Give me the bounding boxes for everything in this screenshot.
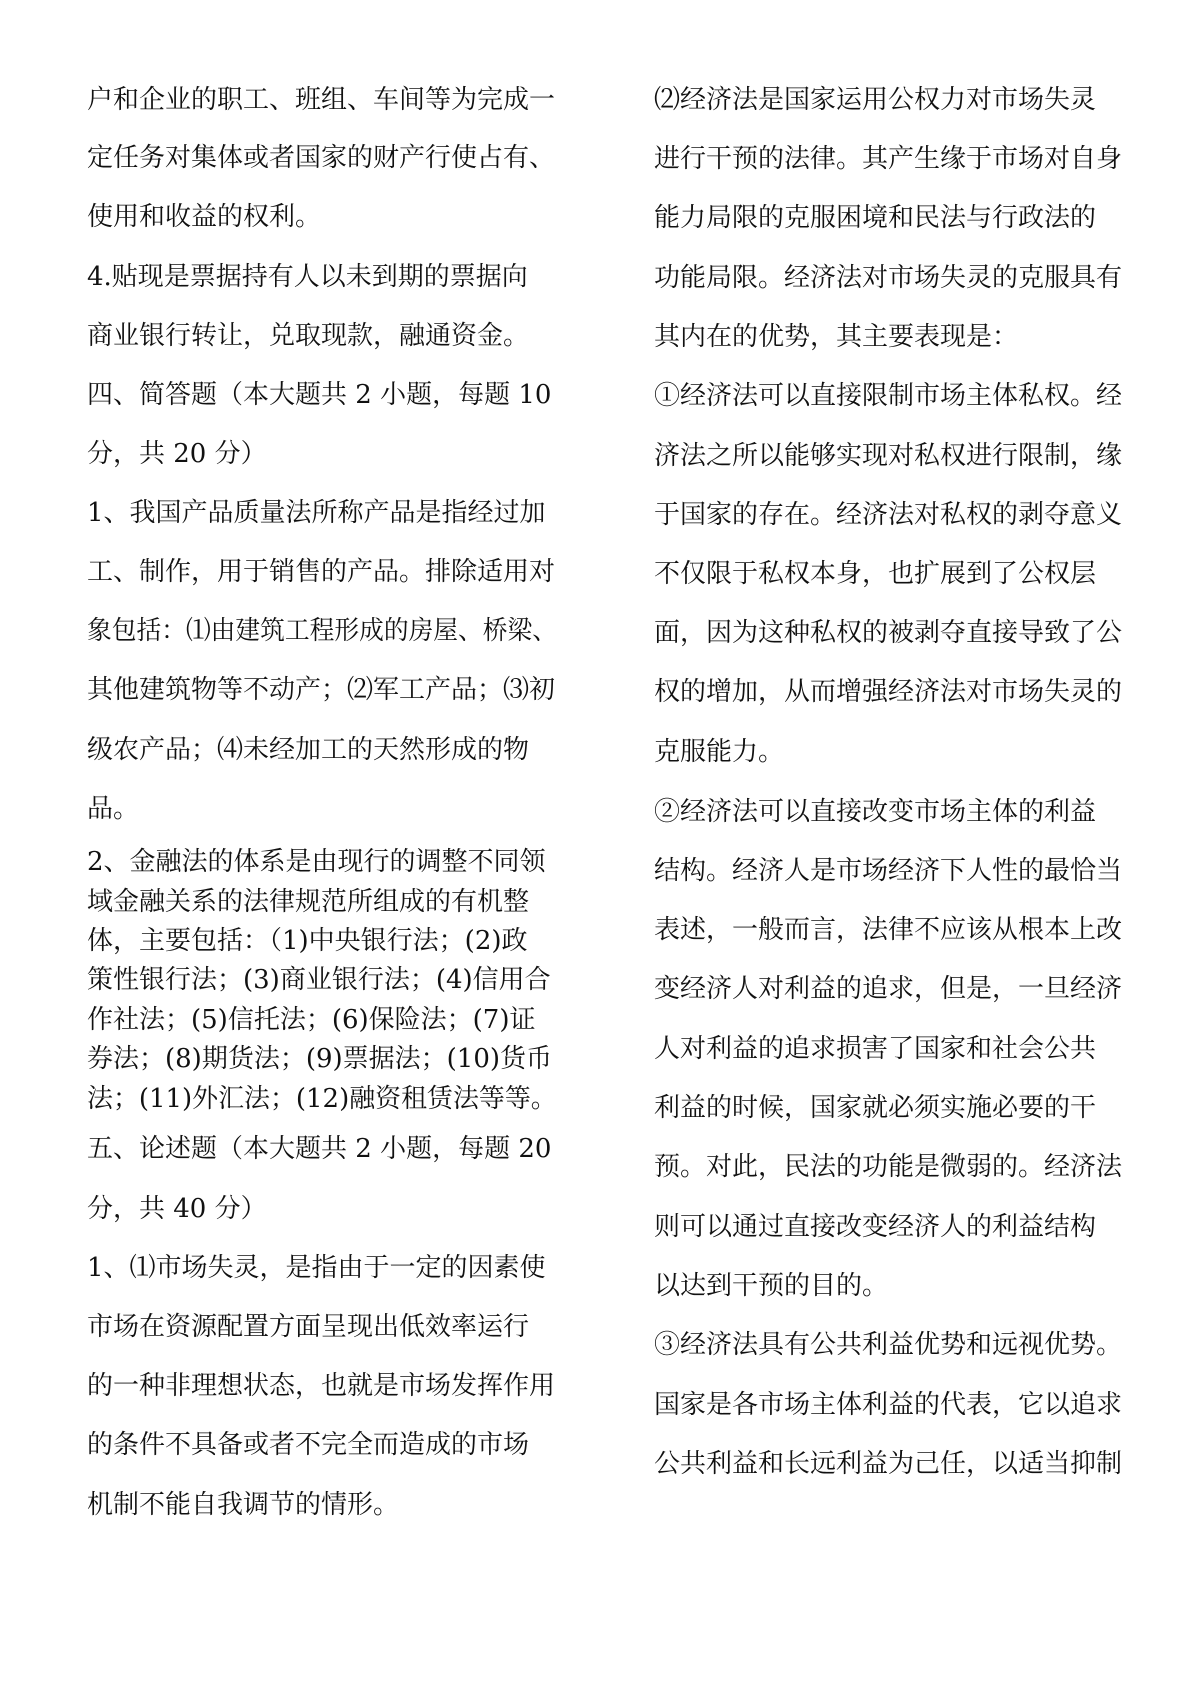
text-line: 市场在资源配置方面呈现出低效率运行: [87, 1312, 530, 1342]
text-line: ⑵经济法是国家运用公权力对市场失灵: [654, 85, 1097, 115]
text-line: 功能局限。经济法对市场失灵的克服具有: [654, 263, 1123, 293]
text-line: 的条件不具备或者不完全而造成的市场: [87, 1430, 530, 1460]
text-line: 券法；(8)期货法；(9)票据法；(10)货币: [87, 1044, 553, 1074]
text-line: 五、论述题（本大题共 2 小题，每题 20: [87, 1134, 552, 1164]
text-line: ①经济法可以直接限制市场主体私权。经: [654, 381, 1123, 411]
text-line: 以达到干预的目的。: [654, 1271, 889, 1301]
text-line: 能力局限的克服困境和民法与行政法的: [654, 203, 1097, 233]
text-line: 四、简答题（本大题共 2 小题，每题 10: [87, 380, 552, 410]
text-line: 1、⑴市场失灵，是指由于一定的因素使: [87, 1253, 546, 1283]
text-line: 表述，一般而言，法律不应该从根本上改: [654, 915, 1123, 945]
text-line: 变经济人对利益的追求，但是，一旦经济: [654, 974, 1123, 1004]
text-line: 权的增加，从而增强经济法对市场失灵的: [654, 677, 1123, 707]
text-line: 体，主要包括：（1)中央银行法；(2)政: [87, 926, 528, 956]
text-line: 分，共 40 分）: [87, 1194, 267, 1224]
text-line: 面，因为这种私权的被剥夺直接导致了公: [654, 618, 1123, 648]
text-line: 公共利益和长远利益为己任，以适当抑制: [654, 1449, 1123, 1479]
text-line: 分，共 20 分）: [87, 439, 267, 469]
text-line: 象包括：⑴由建筑工程形成的房屋、桥梁、: [87, 616, 558, 646]
text-line: 预。对此，民法的功能是微弱的。经济法: [654, 1152, 1123, 1182]
text-line: 则可以通过直接改变经济人的利益结构: [654, 1212, 1097, 1242]
text-line: 不仅限于私权本身，也扩展到了公权层: [654, 559, 1097, 589]
text-line: ③经济法具有公共利益优势和远视优势。: [654, 1330, 1123, 1360]
text-line: 进行干预的法律。其产生缘于市场对自身: [654, 144, 1123, 174]
text-line: 其内在的优势，其主要表现是：: [654, 322, 1019, 352]
text-line: 商业银行转让，兑取现款，融通资金。: [87, 321, 530, 351]
text-line: 济法之所以能够实现对私权进行限制，缘: [654, 441, 1123, 471]
text-line: 户和企业的职工、班组、车间等为完成一: [87, 85, 556, 115]
text-line: 法；(11)外汇法；(12)融资租赁法等等。: [87, 1084, 557, 1114]
text-line: 作社法；(5)信托法；(6)保险法；(7)证: [87, 1005, 536, 1035]
text-line: 结构。经济人是市场经济下人性的最恰当: [654, 856, 1123, 886]
text-line: 级农产品；⑷未经加工的天然形成的物: [87, 735, 530, 765]
text-line: ②经济法可以直接改变市场主体的利益: [654, 797, 1097, 827]
text-line: 使用和收益的权利。: [87, 202, 322, 232]
text-line: 品。: [87, 794, 140, 824]
text-line: 的一种非理想状态，也就是市场发挥作用: [87, 1371, 556, 1401]
text-line: 定任务对集体或者国家的财产行使占有、: [87, 143, 556, 173]
text-line: 利益的时候，国家就必须实施必要的干: [654, 1093, 1097, 1123]
text-line: 4.贴现是票据持有人以未到期的票据向: [87, 262, 528, 292]
text-line: 人对利益的追求损害了国家和社会公共: [654, 1034, 1097, 1064]
text-line: 其他建筑物等不动产；⑵军工产品；⑶初: [87, 675, 556, 705]
text-line: 克服能力。: [654, 737, 785, 767]
text-line: 于国家的存在。经济法对私权的剥夺意义: [654, 500, 1123, 530]
text-line: 1、我国产品质量法所称产品是指经过加: [87, 498, 546, 528]
text-line: 2、金融法的体系是由现行的调整不同领: [87, 847, 546, 877]
text-line: 国家是各市场主体利益的代表，它以追求: [654, 1390, 1123, 1420]
text-line: 策性银行法；(3)商业银行法；(4)信用合: [87, 965, 551, 995]
text-line: 机制不能自我调节的情形。: [87, 1490, 400, 1520]
text-line: 域金融关系的法律规范所组成的有机整: [87, 887, 530, 917]
text-line: 工、制作，用于销售的产品。排除适用对: [87, 557, 556, 587]
